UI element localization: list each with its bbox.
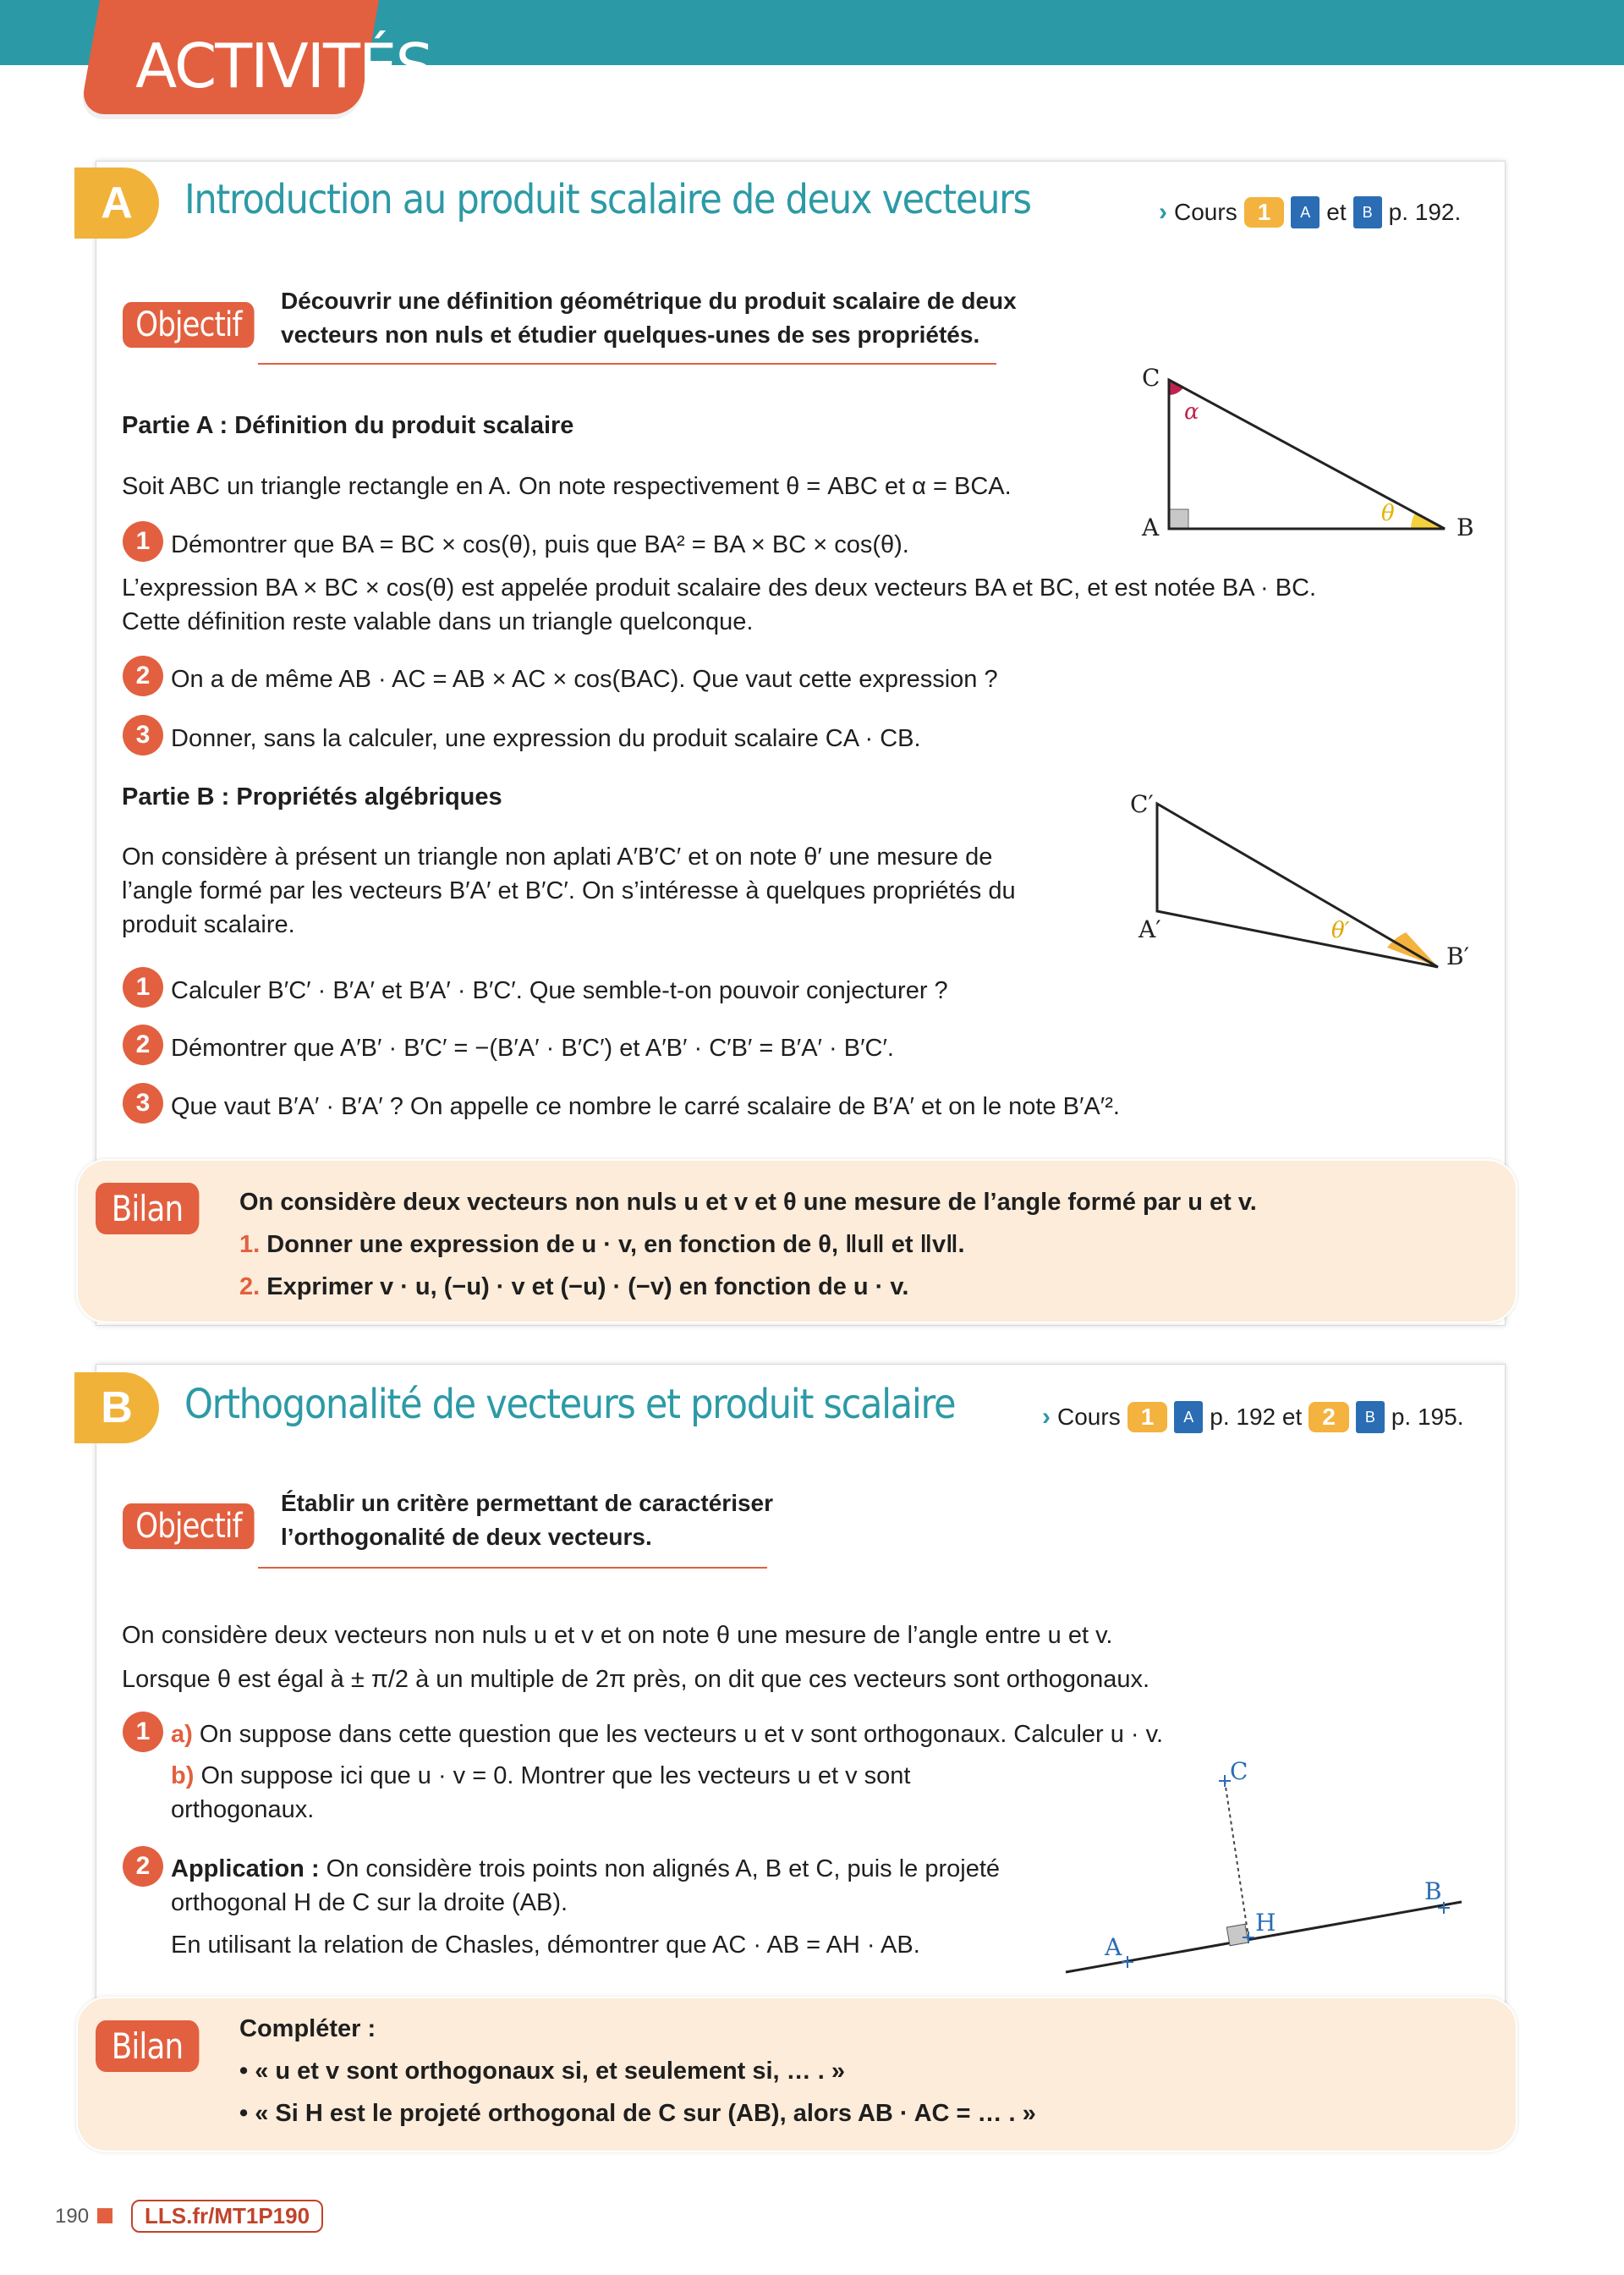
question-1a-text: On suppose dans cette question que les vecteurs u et v sont orthogonaux. Calculer u · v.: [199, 1721, 1164, 1748]
vertex-b-label: B: [1457, 514, 1474, 541]
question-2-application: [171, 1852, 1067, 1962]
right-angle-marker: [1226, 1924, 1248, 1945]
point-h-label: H: [1255, 1909, 1276, 1937]
section-b-letter: B: [74, 1372, 159, 1443]
bilan-a-item-number: 1.: [239, 1231, 261, 1258]
application-label: Application :: [171, 1855, 320, 1882]
partie-a-intro: Soit ABC un triangle rectangle en A. On note respectivement θ = ABC et α = BCA.: [122, 473, 1012, 500]
ref-page-label: p. 192 et: [1210, 1404, 1303, 1430]
theta-prime-label: θ′: [1331, 918, 1350, 943]
section-a-course-ref[interactable]: [1159, 196, 1461, 228]
partie-b-line: produit scalaire.: [122, 911, 295, 938]
objectif-line: l’orthogonalité de deux vecteurs.: [281, 1524, 652, 1550]
question-2: On a de même AB · AC = AB × AC × cos(BAC). Que vaut cette expression ?: [171, 666, 998, 693]
ref-et-label: et: [1326, 199, 1347, 225]
objectif-line: Établir un critère permettant de caractériser: [281, 1490, 774, 1516]
question-3: Donner, sans la calculer, une expression du produit scalaire CA · CB.: [171, 725, 921, 752]
question-1: Démontrer que BA = BC × cos(θ), puis que BA² = BA × BC × cos(θ).: [171, 531, 909, 558]
question-1b: [171, 1759, 1017, 1827]
ref-page-label: p. 192.: [1388, 199, 1462, 225]
bilan-b-item: • « u et v sont orthogonaux si, et seulement si, … . »: [239, 2058, 845, 2085]
theta-label: θ: [1381, 501, 1395, 526]
bilan-b-content: [239, 2008, 1491, 2135]
question-1b-label: b): [171, 1762, 195, 1789]
ref-chapter-number: 2: [1309, 1402, 1349, 1432]
page-number: 190: [55, 2205, 90, 2228]
question-number: 1: [123, 967, 163, 1008]
question-1a-label: a): [171, 1721, 193, 1748]
ref-page-label: p. 195.: [1391, 1404, 1464, 1430]
partie-b-question-2: Démontrer que A′B′ · B′C′ = −(B′A′ · B′C′) et A′B′ · C′B′ = B′A′ · B′C′.: [171, 1035, 894, 1062]
objectif-text: [281, 284, 1017, 352]
bilan-b-badge: Bilan: [96, 2020, 199, 2072]
partie-b-line: On considère à présent un triangle non aplati A′B′C′ et on note θ′ une mesure de: [122, 844, 993, 871]
triangle-a-b-c-prime: [1157, 804, 1438, 967]
vertex-c-prime-label: C′: [1130, 790, 1154, 818]
question-1b-text-continued: orthogonaux.: [171, 1796, 315, 1823]
question-1a: [171, 1717, 1465, 1751]
application-text: En utilisant la relation de Chasles, démontrer que AC · AB = AH · AB.: [171, 1932, 920, 1959]
bilan-a-content: [239, 1181, 1491, 1308]
point-c-label: C: [1230, 1757, 1248, 1785]
vertex-b-prime-label: B′: [1446, 942, 1469, 970]
point-markers: [1122, 1775, 1450, 1968]
ref-part-a-badge: A: [1174, 1401, 1203, 1433]
chevron-right-icon: ›: [1042, 1403, 1051, 1431]
definition-line: L’expression BA × BC × cos(θ) est appelée produit scalaire des deux vecteurs BA et BC, et est notée BA · BC.: [122, 574, 1317, 602]
question-number: 3: [123, 1083, 163, 1124]
question-number: 2: [123, 1846, 163, 1887]
vertex-a-prime-label: A′: [1138, 915, 1161, 943]
ref-part-a-badge: A: [1291, 196, 1320, 228]
objectif-line: Découvrir une définition géométrique du produit scalaire de deux: [281, 288, 1017, 314]
right-angle-marker: [1169, 509, 1188, 529]
orthogonal-projection-figure: [1057, 1756, 1480, 1988]
partie-a-title: Partie A : Définition du produit scalaire: [122, 412, 574, 439]
question-1b-text: On suppose ici que u · v = 0. Montrer que les vecteurs u et v sont: [200, 1762, 911, 1789]
ref-cours-label: Cours: [1057, 1404, 1121, 1430]
point-b-label: B: [1424, 1877, 1442, 1905]
bilan-a-badge: Bilan: [96, 1183, 199, 1234]
section-b-intro-line: On considère deux vecteurs non nuls u et v et on note θ une mesure de l’angle entre u et v.: [122, 1622, 1113, 1649]
partie-b-title: Partie B : Propriétés algébriques: [122, 783, 502, 811]
bilan-b-item: • « Si H est le projeté orthogonal de C sur (AB), alors AB · AC = … . »: [239, 2100, 1036, 2127]
triangle-abc-figure: [1116, 355, 1489, 541]
question-number: 1: [123, 521, 163, 562]
bilan-b-item-text: « u et v sont orthogonaux si, et seulement si, … . »: [255, 2058, 845, 2085]
bilan-a-item: [239, 1223, 1491, 1266]
section-a-title: Introduction au produit scalaire de deux vecteurs: [184, 176, 1031, 223]
application-text: On considère trois points non alignés A, B et C, puis le projeté: [326, 1855, 1001, 1882]
triangle-abc: [1169, 380, 1445, 529]
definition-text: [122, 571, 1492, 639]
bilan-b-item-text: « Si H est le projeté orthogonal de C sur (AB), alors AB · AC = … . »: [255, 2100, 1036, 2127]
question-number: 2: [123, 656, 163, 696]
objectif-badge: Objectif: [123, 1503, 255, 1549]
bilan-b-title: Compléter :: [239, 2015, 376, 2042]
section-a-letter: A: [74, 168, 159, 239]
triangle-a-b-c-prime-figure: [1116, 787, 1489, 981]
alpha-label: α: [1184, 399, 1199, 425]
question-number: 3: [123, 715, 163, 756]
partie-b-line: l’angle formé par les vecteurs B′A′ et B′C′. On s’intéresse à quelques propriétés du: [122, 877, 1016, 904]
footer-link[interactable]: LLS.fr/MT1P190: [131, 2200, 323, 2233]
point-a-label: A: [1105, 1933, 1122, 1961]
ref-cours-label: Cours: [1174, 199, 1237, 225]
partie-b-question-3: Que vaut B′A′ · B′A′ ? On appelle ce nombre le carré scalaire de B′A′ et on le note B′A′².: [171, 1093, 1120, 1120]
objectif-badge: Objectif: [123, 302, 255, 348]
bilan-a-item-number: 2.: [239, 1273, 261, 1300]
objectif-underline: [258, 363, 996, 365]
section-b-title: Orthogonalité de vecteurs et produit scalaire: [184, 1381, 956, 1428]
ref-part-b-badge: B: [1353, 196, 1382, 228]
ref-part-b-badge: B: [1356, 1401, 1385, 1433]
vertex-a-label: A: [1142, 514, 1160, 541]
ref-chapter-number: 1: [1127, 1402, 1168, 1432]
definition-line: Cette définition reste valable dans un triangle quelconque.: [122, 608, 754, 635]
section-b-course-ref[interactable]: [1042, 1401, 1463, 1433]
chevron-right-icon: ›: [1159, 198, 1167, 226]
objectif-text: [281, 1486, 773, 1554]
question-number: 1: [123, 1712, 163, 1752]
partie-b-intro: [122, 840, 1095, 942]
partie-b-question-1: Calculer B′C′ · B′A′ et B′A′ · B′C′. Que semble-t-on pouvoir conjecturer ?: [171, 977, 948, 1004]
ref-chapter-number: 1: [1244, 197, 1285, 228]
objectif-line: vecteurs non nuls et étudier quelques-unes de ses propriétés.: [281, 321, 980, 348]
bilan-a-intro: On considère deux vecteurs non nuls u et v et θ une mesure de l’angle formé par u et v.: [239, 1189, 1257, 1216]
perpendicular-ch: [1225, 1781, 1248, 1937]
activities-label: ACTIVITÉS: [135, 30, 433, 102]
footer-square-icon: [97, 2208, 112, 2223]
section-b-intro-line: Lorsque θ est égal à ± π/2 à un multiple de 2π près, on dit que ces vecteurs sont orthogonaux.: [122, 1666, 1150, 1693]
objectif-underline: [258, 1567, 767, 1569]
section-b-intro: [122, 1613, 1475, 1701]
bilan-a-item-text: Exprimer v · u, (−u) · v et (−u) · (−v) en fonction de u · v.: [266, 1273, 909, 1300]
question-number: 2: [123, 1025, 163, 1065]
application-text: orthogonal H de C sur la droite (AB).: [171, 1889, 568, 1916]
vertex-c-label: C: [1142, 364, 1160, 392]
bilan-a-item-text: Donner une expression de u · v, en fonction de θ, ‖u‖ et ‖v‖.: [266, 1231, 965, 1258]
bilan-a-item: [239, 1266, 1491, 1308]
